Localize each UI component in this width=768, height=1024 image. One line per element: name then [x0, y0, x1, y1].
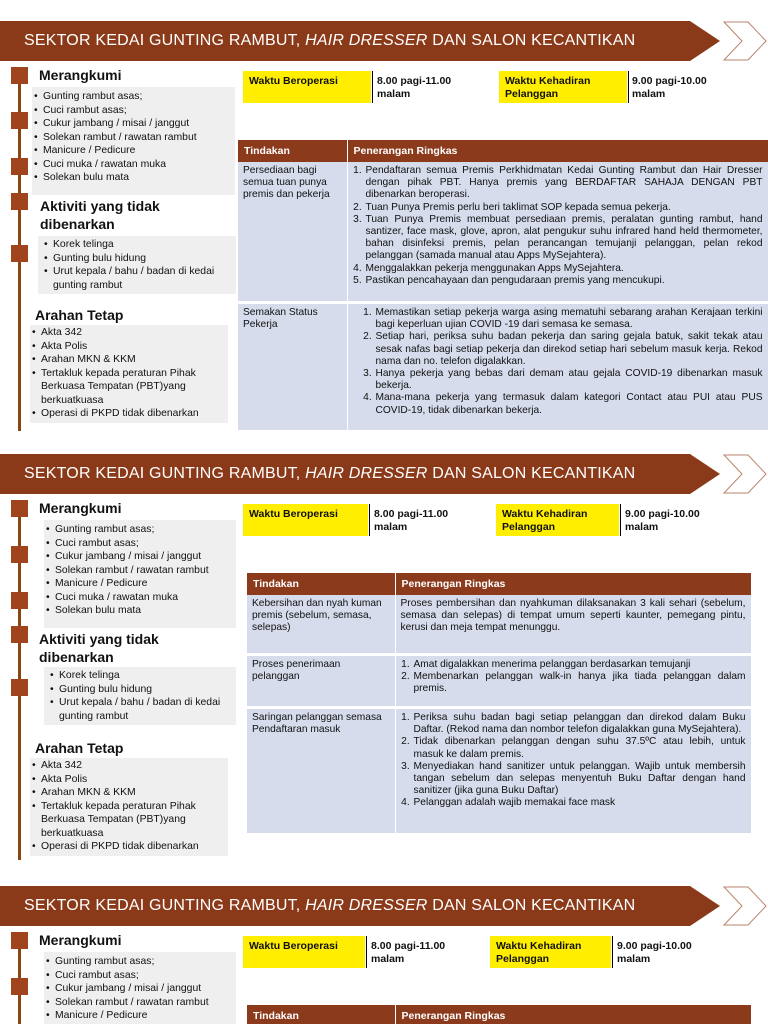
table-cell-action: Proses penerimaan pelanggan — [247, 655, 395, 708]
list-item: 4. Pelanggan adalah wajib memakai face mask — [413, 797, 746, 809]
list-item: • Akta 342 — [30, 326, 228, 340]
table-cell-description — [395, 655, 751, 708]
slide-2 — [0, 454, 768, 860]
waktu-beroperasi-value: 8.00 pagi-11.00 malam — [371, 940, 446, 965]
waktu-kehadiran-label: Waktu Kehadiran Pelanggan — [499, 71, 627, 103]
list-item: • Manicure / Pedicure — [44, 1009, 236, 1023]
merangkumi-title: Merangkumi — [39, 500, 122, 516]
table-cell-action: Persediaan bagi semua tuan punya premis dan pekerja — [238, 162, 347, 303]
list-item: 3. Menyediakan hand sanitizer untuk pelanggan. Wajib untuk membersih tangan sebelum dan selepas menyentuh Buku Daftar dengan hand sanitizer (jika guna Buku Daftar) — [413, 761, 746, 798]
table-header-penerangan: Penerangan Ringkas — [395, 1005, 751, 1024]
timeline-marker — [11, 112, 28, 129]
merangkumi-list — [44, 952, 236, 1023]
timeline-marker — [11, 932, 28, 949]
list-item: • Cukur jambang / misai / janggut — [44, 982, 236, 996]
timeline-marker — [11, 626, 28, 643]
list-item: 2. Tuan Punya Premis perlu beri taklimat SOP kepada semua pekerja. — [365, 202, 763, 214]
waktu-kehadiran-value: 9.00 pagi-10.00 malam — [632, 75, 707, 100]
table-header-penerangan: Penerangan Ringkas — [347, 140, 768, 162]
divider — [612, 936, 613, 968]
waktu-kehadiran-value: 9.00 pagi-10.00 malam — [617, 940, 692, 965]
list-item: • Operasi di PKPD tidak dibenarkan — [30, 840, 228, 854]
list-item: • Gunting bulu hidung — [48, 683, 236, 697]
list-item: • Solekan rambut / rawatan rambut — [44, 564, 236, 578]
list-item: 5. Pastikan pencahayaan dan pengudaraan premis yang mencukupi. — [365, 275, 763, 287]
list-item: • Gunting rambut asas; — [44, 523, 236, 537]
list-item: • Cuci muka / rawatan muka — [44, 591, 236, 605]
timeline-marker — [11, 245, 28, 262]
timeline-marker — [11, 67, 28, 84]
list-item: • Cukur jambang / misai / janggut — [32, 117, 235, 131]
list-item: • Gunting rambut asas; — [44, 955, 236, 969]
table-header-tindakan: Tindakan — [238, 140, 347, 162]
divider — [372, 71, 373, 103]
tindakan-table — [247, 573, 752, 836]
table-row — [247, 655, 751, 708]
list-item: • Urut kepala / bahu / badan di kedai gunting rambut — [48, 696, 236, 723]
list-item: • Akta Polis — [30, 773, 228, 787]
table-header-penerangan: Penerangan Ringkas — [395, 573, 751, 595]
waktu-beroperasi-label: Waktu Beroperasi — [243, 936, 365, 968]
slide-3 — [0, 886, 768, 1024]
list-item: • Arahan MKN & KKM — [30, 786, 228, 800]
timeline-marker — [11, 546, 28, 563]
header-title: SEKTOR KEDAI GUNTING RAMBUT, HAIR DRESSER DAN SALON KECANTIKAN — [24, 465, 636, 482]
divider — [366, 936, 367, 968]
list-item: • Korek telinga — [42, 238, 236, 252]
list-item: 1. Amat digalakkan menerima pelanggan berdasarkan temujanji — [413, 659, 746, 671]
list-item: • Cuci rambut asas; — [44, 537, 236, 551]
list-item: • Cuci rambut asas; — [32, 104, 235, 118]
list-item: • Manicure / Pedicure — [44, 577, 236, 591]
list-item: • Korek telinga — [48, 669, 236, 683]
list-item: • Cuci rambut asas; — [44, 969, 236, 983]
slide-header — [0, 21, 768, 61]
list-item: • Akta Polis — [30, 340, 228, 354]
list-item: • Manicure / Pedicure — [32, 144, 235, 158]
aktiviti-title: Aktiviti yang tidak dibenarkan — [40, 198, 160, 232]
table-row — [238, 303, 768, 432]
table-cell-action: Semakan Status Pekerja — [238, 303, 347, 432]
list-item: 3. Tuan Punya Premis membuat persediaan premis, peralatan gunting rambut, hand santizer, face mask, glove, apron, alat pengukur suhu infrared hand held thermometer, bahan disinfeksi premis, pelan perancangan temujanji pelanggan, pelan rekod pelanggan (samada manual atau Apps MySejahtera). — [365, 214, 763, 263]
list-item: • Solekan rambut / rawatan rambut — [32, 131, 235, 145]
waktu-beroperasi-value: 8.00 pagi-11.00 malam — [377, 75, 452, 100]
table-cell-action: Kebersihan dan nyah kuman premis (sebelum, semasa, selepas) — [247, 595, 395, 655]
list-item: • Gunting rambut asas; — [32, 90, 235, 104]
table-row — [247, 708, 751, 835]
table-header-tindakan: Tindakan — [247, 1005, 395, 1024]
table-cell-description — [347, 162, 768, 303]
list-item: 2. Tidak dibenarkan pelanggan dengan suhu 37.5ºC atau lebih, untuk masuk ke dalam premis. — [413, 736, 746, 760]
list-item: • Operasi di PKPD tidak dibenarkan — [30, 407, 228, 421]
waktu-beroperasi-label: Waktu Beroperasi — [243, 504, 368, 536]
merangkumi-title: Merangkumi — [39, 932, 122, 948]
merangkumi-box — [44, 520, 236, 628]
table-row — [247, 595, 751, 655]
table-row — [238, 162, 768, 303]
aktiviti-box — [38, 236, 236, 294]
aktiviti-title: Aktiviti yang tidak dibenarkan — [39, 631, 159, 665]
table-cell-description — [395, 708, 751, 835]
list-item: • Cukur jambang / misai / janggut — [44, 550, 236, 564]
list-item: • Solekan bulu mata — [32, 171, 235, 185]
arahan-box — [30, 758, 228, 856]
list-item: • Arahan MKN & KKM — [30, 353, 228, 367]
arahan-list — [30, 758, 228, 854]
list-item: 3. Hanya pekerja yang bebas dari demam atau gejala COVID-19 dibenarkan masuk bekerja. — [375, 368, 763, 392]
list-item: • Urut kepala / bahu / badan di kedai gunting rambut — [42, 265, 236, 292]
slide-header — [0, 886, 768, 926]
divider — [620, 504, 621, 536]
header-title: SEKTOR KEDAI GUNTING RAMBUT, HAIR DRESSER DAN SALON KECANTIKAN — [24, 32, 636, 49]
merangkumi-list — [32, 87, 235, 185]
merangkumi-box — [32, 87, 235, 195]
waktu-kehadiran-label: Waktu Kehadiran Pelanggan — [490, 936, 611, 968]
list-item: 2. Membenarkan pelanggan walk-in hanya jika tiada pelanggan dalam premis. — [413, 671, 746, 695]
divider — [628, 71, 629, 103]
timeline-marker — [11, 500, 28, 517]
list-item: • Cuci muka / rawatan muka — [32, 158, 235, 172]
table-header-tindakan: Tindakan — [247, 573, 395, 595]
arahan-title: Arahan Tetap — [35, 307, 124, 323]
list-item: 2. Setiap hari, periksa suhu badan pekerja dan saring gejala batuk, sakit tekak atau sesak nafas bagi setiap pekerja dan direkod setiap hari sebelum masuk kerja. Rekod nama dan no. telefon digalakkan. — [375, 331, 763, 368]
list-item: • Solekan bulu mata — [44, 604, 236, 618]
arahan-list — [30, 325, 228, 421]
slide-1 — [0, 21, 768, 431]
list-item: 4. Mana-mana pekerja yang termasuk dalam kategori Contact atau PUI atau PUS COVID-19, tidak dibenarkan bekerja. — [375, 392, 763, 416]
tindakan-table — [247, 1005, 752, 1024]
list-item: • Akta 342 — [30, 759, 228, 773]
table-cell-description — [347, 303, 768, 432]
waktu-beroperasi-label: Waktu Beroperasi — [243, 71, 371, 103]
aktiviti-box — [44, 667, 236, 725]
timeline-marker — [11, 679, 28, 696]
tindakan-table — [238, 140, 768, 431]
timeline-marker — [11, 592, 28, 609]
waktu-kehadiran-label: Waktu Kehadiran Pelanggan — [496, 504, 619, 536]
list-item: • Gunting bulu hidung — [42, 252, 236, 266]
table-cell-action: Saringan pelanggan semasa Pendaftaran masuk — [247, 708, 395, 835]
aktiviti-list — [44, 667, 236, 723]
merangkumi-title: Merangkumi — [39, 67, 122, 83]
arahan-title: Arahan Tetap — [35, 740, 124, 756]
list-item: • Tertakluk kepada peraturan Pihak Berkuasa Tempatan (PBT)yang berkuatkuasa — [30, 800, 228, 841]
timeline-marker — [11, 978, 28, 995]
timeline-marker — [11, 158, 28, 175]
list-item: 1. Periksa suhu badan bagi setiap pelanggan dan direkod dalam Buku Daftar. (Rekod nama dan nombor telefon digalakkan guna MySejahtera). — [413, 712, 746, 736]
slide-header — [0, 454, 768, 494]
merangkumi-list — [44, 520, 236, 618]
header-title: SEKTOR KEDAI GUNTING RAMBUT, HAIR DRESSER DAN SALON KECANTIKAN — [24, 897, 636, 914]
divider — [369, 504, 370, 536]
table-cell-description: Proses pembersihan dan nyahkuman dilaksanakan 3 kali sehari (sebelum, semasa dan selepas) di tempat umum seperti kaunter, pemegang pintu, kerusi dan meja tempat menunggu. — [395, 595, 751, 655]
list-item: • Tertakluk kepada peraturan Pihak Berkuasa Tempatan (PBT)yang berkuatkuasa — [30, 367, 228, 408]
list-item: 1. Pendaftaran semua Premis Perkhidmatan Kedai Gunting Rambut dan Hair Dresser dengan pihak PBT. Hanya premis yang BERDAFTAR SAHAJA DENGAN PBT dibenarkan beroperasi. — [365, 165, 763, 202]
waktu-beroperasi-value: 8.00 pagi-11.00 malam — [374, 508, 449, 533]
list-item: 4. Menggalakkan pekerja menggunakan Apps MySejahtera. — [365, 263, 763, 275]
merangkumi-box — [44, 952, 236, 1024]
aktiviti-list — [38, 236, 236, 292]
list-item: • Solekan rambut / rawatan rambut — [44, 996, 236, 1010]
waktu-kehadiran-value: 9.00 pagi-10.00 malam — [625, 508, 700, 533]
arahan-box — [30, 325, 228, 423]
timeline-marker — [11, 193, 28, 210]
list-item: 1. Memastikan setiap pekerja warga asing mematuhi sebarang arahan Kerajaan terkini bagi keperluan ujian COVID -19 dari semasa ke semasa. — [375, 307, 763, 331]
